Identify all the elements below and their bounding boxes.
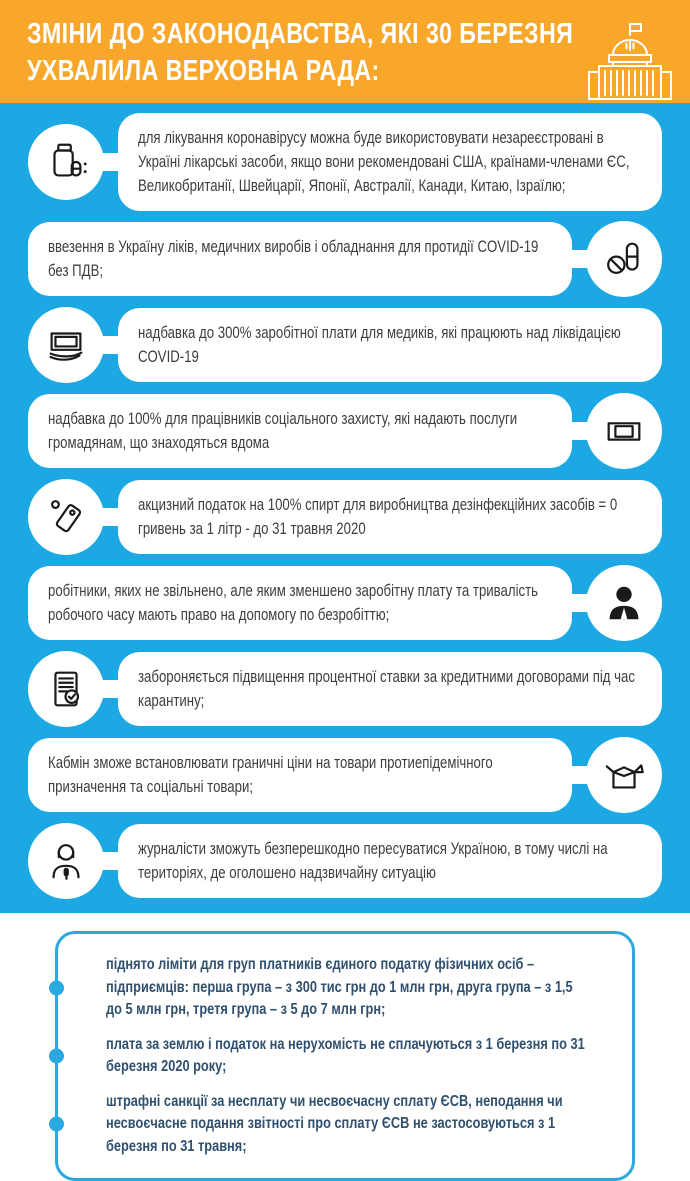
journalist-icon (28, 823, 104, 899)
bullet-marker (49, 1049, 64, 1064)
info-card (28, 222, 572, 296)
info-card (118, 480, 662, 554)
person-icon (586, 565, 662, 641)
footer-item (106, 1091, 592, 1159)
info-card-text: забороняється підвищення процентної ставки за кредитними договорами під час карантину; (138, 668, 635, 710)
footer-box (55, 931, 635, 1181)
banknote-icon (586, 393, 662, 469)
info-card (118, 113, 662, 211)
page-title-line2: УХВАЛИЛА ВЕРХОВНА РАДА: (27, 55, 380, 87)
price-tag-icon (28, 479, 104, 555)
cards-section (0, 103, 690, 913)
info-card (28, 738, 572, 812)
info-card-text: робітники, яких не звільнено, але яким зменшено заробітну плату та тривалість робочого часу мають право на допомогу по безробіттю; (48, 582, 539, 624)
info-card (118, 652, 662, 726)
info-card-text: надбавка до 300% заробітної плати для медиків, які працюють над ліквідацією COVID-19 (138, 324, 621, 366)
info-card (28, 394, 572, 468)
info-card-text: ввезення в Україну ліків, медичних виробів і обладнання для протидії COVID-19 без ПДВ; (48, 238, 539, 280)
info-card-row (28, 737, 662, 813)
footer-item (106, 954, 592, 1022)
footer-panel (0, 913, 690, 1181)
info-card-row (28, 307, 662, 383)
footer-item (106, 1034, 592, 1079)
info-card-row (28, 113, 662, 211)
banknotes-icon (28, 307, 104, 383)
info-card-text: для лікування коронавірусу можна буде використовувати незареєстровані в Україні лікарські засоби, якщо вони рекомендовані США, країнами-членами ЄС, Великобританії, Швейцарії, Японії, Австралії, Канади, Китаю, Ізраїлю; (138, 129, 630, 195)
info-card-text: надбавка до 100% для працівників соціального захисту, які надають послуги громадянам, що знаходяться вдома (48, 410, 518, 452)
info-card-row (28, 221, 662, 297)
info-card-row (28, 393, 662, 469)
medicine-bottle-icon (28, 124, 104, 200)
info-card (28, 566, 572, 640)
footer-item-text: плата за землю і податок на нерухомість не сплачуються з 1 березня по 31 березня 2020 року; (106, 1035, 585, 1075)
info-card (118, 824, 662, 898)
info-card-text: акцизний податок на 100% спирт для виробництва дезінфекційних засобів = 0 гривень за 1 літр - до 31 травня 2020 (138, 496, 618, 538)
info-card (118, 308, 662, 382)
info-card-row (28, 565, 662, 641)
footer-item-text: піднято ліміти для груп платників єдиного податку фізичних осіб – підприємців: перша група – з 300 тис грн до 1 млн грн, друга група – з 1,5 до 5 млн грн, третя група – з 5 до 7 млн грн; (106, 956, 573, 1018)
pills-icon (586, 221, 662, 297)
page-title-line1: ЗМІНИ ДО ЗАКОНОДАВСТВА, ЯКІ 30 БЕРЕЗНЯ (27, 18, 574, 50)
document-check-icon (28, 651, 104, 727)
parliament-building-icon (584, 19, 676, 103)
bullet-marker (49, 1117, 64, 1132)
info-card-text: журналісти зможуть безперешкодно пересуватися Україною, в тому числі на територіях, де оголошено надзвичайну ситуацію (138, 840, 608, 882)
bullet-marker (49, 980, 64, 995)
info-card-row (28, 651, 662, 727)
footer-item-text: штрафні санкції за несплату чи несвоєчасну сплату ЄСВ, неподання чи несвоєчасне подання звітності про сплату ЄСВ не застосовуються з 1 березня по 31 травня; (106, 1092, 563, 1155)
open-box-icon (586, 737, 662, 813)
header-bar (0, 0, 690, 103)
info-card-row (28, 823, 662, 899)
info-card-row (28, 479, 662, 555)
info-card-text: Кабмін зможе встановлювати граничні ціни на товари протиепідемічного призначення та соціальні товари; (48, 754, 493, 796)
